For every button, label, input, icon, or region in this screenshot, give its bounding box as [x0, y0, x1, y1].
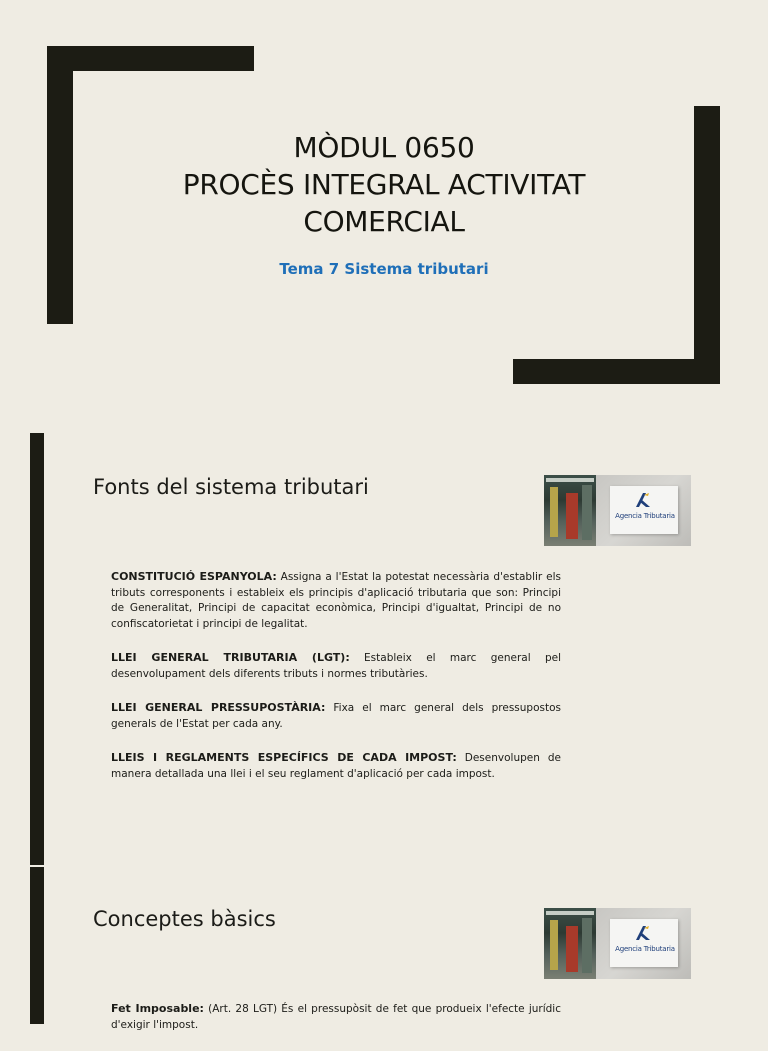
item-text: Fixa el marc general dels pressupostos generals de l'Estat per cada any. [111, 702, 561, 730]
title-line-1: MÒDUL 0650 [293, 131, 475, 164]
title-slide [0, 0, 768, 430]
item-text: (Art. 28 LGT) És el pressupòsit de fet que produeix l'efecte jurídic d'exigir l'impost. [111, 1003, 562, 1031]
agencia-tributaria-photo [544, 908, 691, 979]
bottom-right-frame-vertical [694, 106, 720, 384]
item-term: LLEI GENERAL TRIBUTARIA (LGT): [111, 651, 350, 664]
title-line-3: COMERCIAL [303, 205, 465, 238]
agency-logo-icon [634, 492, 652, 508]
agency-logo-icon [634, 925, 652, 941]
item-term: LLEIS I REGLAMENTS ESPECÍFICS DE CADA IMPOST: [111, 751, 457, 764]
fonts-list [111, 569, 561, 800]
item-text: Desenvolupen de manera detallada una llei i el seu reglament d'aplicació per cada impost. [111, 752, 562, 780]
content-slide-conceptes [0, 867, 768, 1031]
list-item [111, 1001, 561, 1033]
item-text: Estableix el marc general pel desenvolupament dels diferents tributs i normes tributàries. [111, 652, 561, 680]
conceptes-list [111, 1001, 561, 1051]
item-text: Assigna a l'Estat la potestat necessària d'establir els tributs corresponents i estableix els principis d'aplicació tributaria que son: Principi de Generalitat, Principi de capacitat econòmica, Principi d'igualtat, Principi de no confiscatorietat i principi de legalitat. [111, 571, 561, 630]
list-item [111, 700, 561, 732]
subtitle: Tema 7 Sistema tributari [279, 260, 489, 278]
item-term: CONSTITUCIÓ ESPANYOLA: [111, 570, 277, 583]
top-left-frame-vertical [47, 46, 73, 324]
agencia-tributaria-photo [544, 475, 691, 546]
list-item [111, 750, 561, 782]
section-title: Fonts del sistema tributari [93, 475, 369, 499]
photo-sign-text: Agencia Tributaria [615, 512, 675, 520]
list-item [111, 569, 561, 632]
title-block [120, 129, 648, 278]
list-item [111, 650, 561, 682]
item-term: LLEI GENERAL PRESSUPOSTÀRIA: [111, 701, 326, 714]
left-accent-bar [30, 867, 44, 1024]
content-slide-fonts [0, 433, 768, 865]
photo-sign-text: Agencia Tributaria [615, 945, 675, 953]
bottom-right-frame-horizontal [513, 359, 720, 384]
section-title: Conceptes bàsics [93, 907, 276, 931]
item-term: Fet Imposable: [111, 1002, 204, 1015]
top-left-frame-horizontal [47, 46, 254, 71]
title-line-2: PROCÈS INTEGRAL ACTIVITAT [182, 168, 586, 201]
left-accent-bar [30, 433, 44, 865]
